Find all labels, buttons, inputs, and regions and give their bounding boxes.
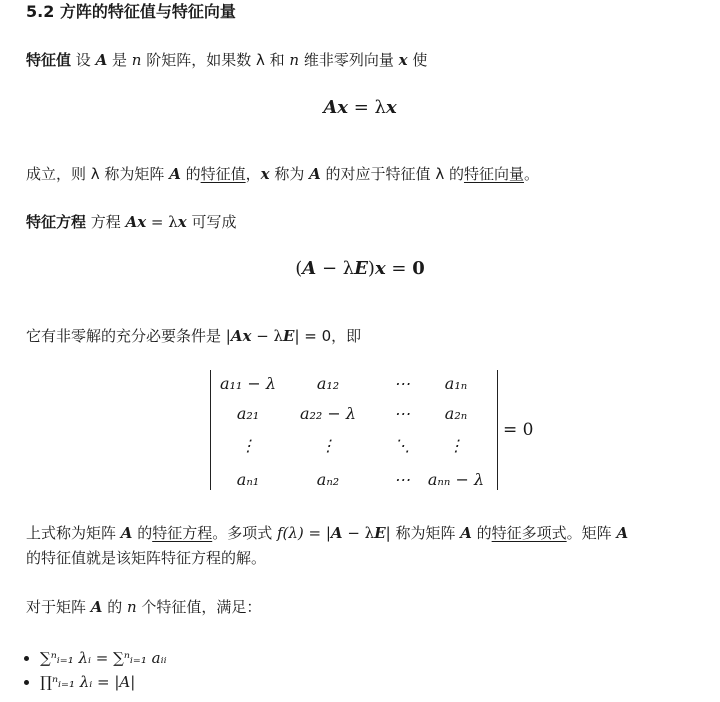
det-cell: a₁₂ (316, 374, 340, 393)
eigenvalue-definition-cont: 成立，则 λ 称为矩阵 A 的特征值，x 称为 A 的对应于特征值 λ 的特征向量。 (26, 165, 539, 183)
det-cell: aₙₙ − λ (427, 470, 485, 489)
det-cell: a₂ₙ (444, 404, 468, 423)
term-characteristic-equation: 特征方程 (26, 213, 87, 231)
det-cell: aₙ₂ (316, 470, 340, 489)
det-cell: ⋮ (448, 436, 464, 455)
det-cell: a₂₂ − λ (299, 404, 357, 423)
characteristic-equation-definition: 特征方程 方程 Ax = λx 可写成 (26, 213, 237, 231)
det-cell: ⋮ (240, 436, 256, 455)
det-cell: ⋯ (394, 374, 410, 393)
det-cell: a₁₁ − λ (219, 374, 277, 393)
nonzero-solution-condition: 它有非零解的充分必要条件是 |Ax − λE| = 0，即 (26, 327, 362, 345)
determinant-equals-zero: = 0 (503, 420, 534, 440)
equation-eigen: Ax = λx (323, 97, 397, 118)
characteristic-determinant (210, 370, 498, 490)
det-cell: ⋯ (394, 404, 410, 423)
link-eigenvalue[interactable]: 特征值 (200, 165, 246, 183)
property-trace: • ∑ⁿᵢ₌₁ λᵢ = ∑ⁿᵢ₌₁ aᵢᵢ (40, 646, 167, 670)
det-cell: a₁ₙ (444, 374, 468, 393)
det-cell: aₙ₁ (236, 470, 260, 489)
section-title: 5.2 方阵的特征值与特征向量 (26, 2, 236, 21)
det-cell: ⋯ (394, 470, 410, 489)
eigenvalue-properties-intro: 对于矩阵 A 的 n 个特征值，满足： (26, 598, 262, 616)
link-characteristic-polynomial[interactable]: 特征多项式 (491, 524, 567, 542)
det-cell: a₂₁ (236, 404, 260, 423)
equation-homogeneous: (A − λE)x = 0 (295, 258, 425, 279)
characteristic-polynomial-definition: 上式称为矩阵 A 的特征方程。多项式 f(λ) = |A − λE| 称为矩阵 A 的特征多项式。矩阵 A (26, 524, 629, 542)
det-cell: ⋱ (394, 436, 410, 455)
link-characteristic-equation[interactable]: 特征方程 (152, 524, 213, 542)
det-cell: ⋮ (320, 436, 336, 455)
term-eigenvalue: 特征值 (26, 51, 72, 69)
eigenvalue-properties-list (22, 646, 167, 694)
characteristic-polynomial-definition-cont: 的特征值就是该矩阵特征方程的解。 (26, 549, 267, 567)
link-eigenvector[interactable]: 特征向量 (463, 165, 524, 183)
property-determinant: • ∏ⁿᵢ₌₁ λᵢ = |A| (40, 670, 167, 694)
eigenvalue-definition: 特征值 设 A 是 n 阶矩阵，如果数 λ 和 n 维非零列向量 x 使 (26, 51, 428, 69)
